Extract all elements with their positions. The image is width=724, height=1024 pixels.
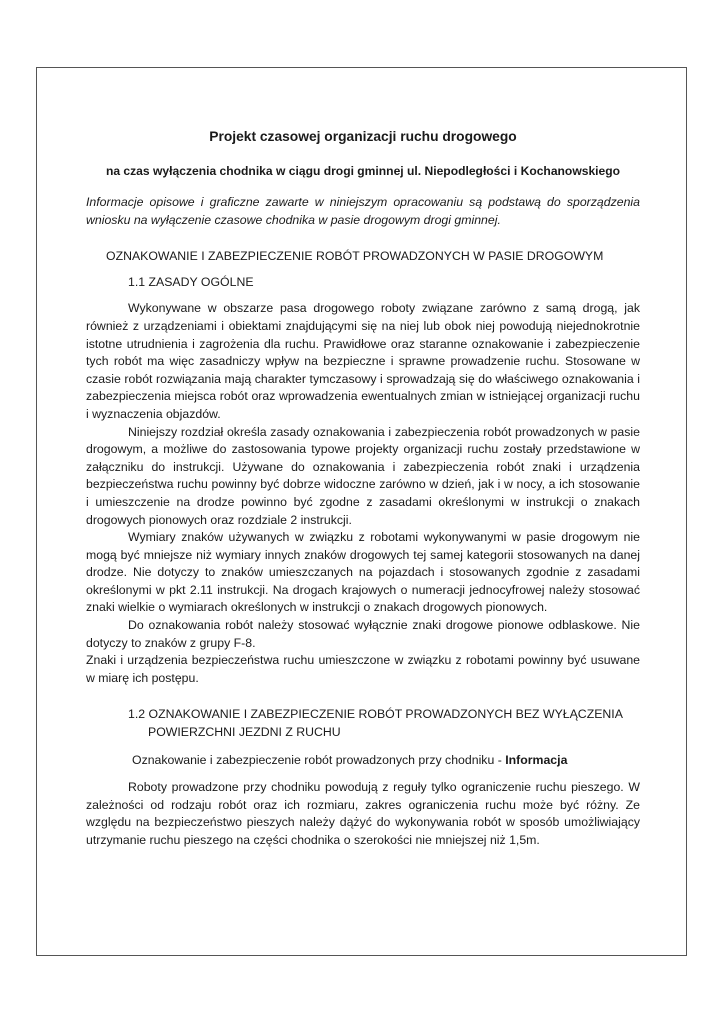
subsection-2-heading-line1: 1.2 OZNAKOWANIE I ZABEZPIECZENIE ROBÓT PROWADZONYCH BEZ WYŁĄCZENIA <box>128 707 623 722</box>
intro-paragraph: Informacje opisowe i graficzne zawarte w niniejszym opracowaniu są podstawą do sporządzenia wniosku na wyłączenie czasowe chodnika w pasie drogowym drogi gminnej. <box>86 195 640 227</box>
subsection-1-heading: 1.1 ZASADY OGÓLNE <box>128 274 254 289</box>
subsection-2-heading-line2: POWIERZCHNI JEZDNI Z RUCHU <box>148 725 341 740</box>
info-line <box>132 752 640 770</box>
paragraph: Niniejszy rozdział określa zasady oznakowania i zabezpieczenia robót prowadzonych w pasie drogowym, a możliwe do zastosowania typowe projekty organizacji ruchu zostały przedstawione w załączniku do instrukcji. Używane do oznakowania i zabezpieczenia robót znaki i urządzenia bezpieczeństwa ruchu powinny być dobrze widoczne zarówno w dzień, jak i w nocy, a ich stosowanie i umieszczenie na drodze powinno być zgodne z zasadami określonymi w instrukcji o znakach drogowych pionowych oraz rozdziale 2 instrukcji. <box>86 424 640 527</box>
info-text: Oznakowanie i zabezpieczenie robót prowadzonych przy chodniku - <box>132 752 506 767</box>
info-bold: Informacja <box>505 752 568 767</box>
paragraph: Wymiary znaków używanych w związku z robotami wykonywanymi w pasie drogowym nie mogą być mniejsze niż wymiary innych znaków drogowych tej samej kategorii stosowanych na danej drodze. Nie dotyczy to znaków umieszczanych na pojazdach i stosowanych zgodnie z zasadami określonymi w pkt 2.11 instrukcji. Na drogach krajowych o numeracji jednocyfrowej należy stosować znaki wielkie o wymiarach określonych w instrukcji o znakach drogowych pionowych. <box>86 530 640 615</box>
paragraph: Do oznakowania robót należy stosować wyłącznie znaki drogowe pionowe odblaskowe. Nie dotyczy to znaków z grupy F-8. <box>86 618 640 650</box>
document-title: Projekt czasowej organizacji ruchu drogowego <box>209 129 517 144</box>
paragraph: Znaki i urządzenia bezpieczeństwa ruchu umieszczone w związku z robotami powinny być usuwane w miarę ich postępu. <box>86 653 640 685</box>
document-subtitle: na czas wyłączenia chodnika w ciągu drogi gminnej ul. Niepodległości i Kochanowskiego <box>105 164 621 178</box>
document-body <box>86 128 640 850</box>
subsection-2-heading <box>128 706 640 741</box>
paragraph: Roboty prowadzone przy chodniku powodują z reguły tylko ograniczenie ruchu pieszego. W zależności od rodzaju robót oraz ich rozmiaru, zakres ograniczenia ruchu może być różny. Ze względu na bezpieczeństwo pieszych należy dążyć do wykonywania robót w sposób umożliwiający utrzymanie ruchu pieszego na części chodnika o szerokości nie mniejszej niż 1,5m. <box>86 780 640 847</box>
section-heading: OZNAKOWANIE I ZABEZPIECZENIE ROBÓT PROWADZONYCH W PASIE DROGOWYM <box>106 249 604 264</box>
paragraph: Wykonywane w obszarze pasa drogowego roboty związane zarówno z samą drogą, jak również z urządzeniami i obiektami znajdującymi się na niej lub obok niej powodują niejednokrotnie istotne utrudnienia i zagrożenia dla ruchu. Prawidłowe oraz staranne oznakowanie i zabezpieczenie tych robót ma więc zasadniczy wpływ na bezpieczne i sprawne prowadzenie ruchu. Stosowane w czasie robót rozwiązania mają charakter tymczasowy i sprowadzają się do właściwego oznakowania i zabezpieczenia miejsca robót oraz wprowadzenia ewentualnych zmian w istniejącej organizacji ruchu i wyznaczenia objazdów. <box>86 301 640 421</box>
